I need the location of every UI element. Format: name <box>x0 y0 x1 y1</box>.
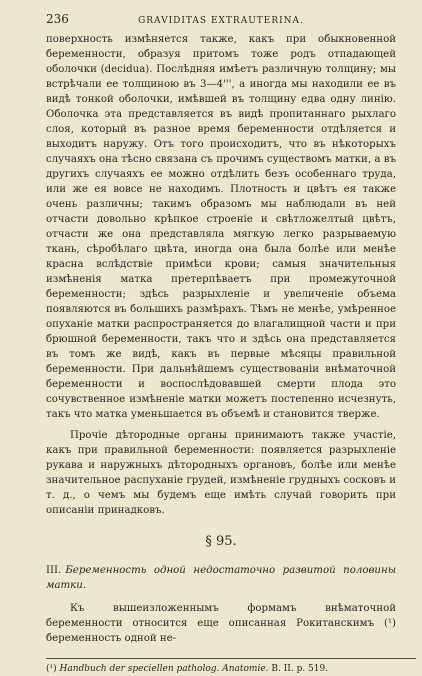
footnote-title: Handbuch der speciellen patholog. Anatomie. <box>59 664 269 674</box>
section-subheading <box>46 563 396 593</box>
closing-text <box>46 601 396 646</box>
paragraph: Прочіе дѣтородные органы принимаютъ также участіе, какъ при правильной беременности: появляется разрыхленіе рукава и наружныхъ дѣтородныхъ органовъ, болѣе или менѣе значительное распуханіе грудей, измѣненіе грудныхъ сосковъ и т. д., о чемъ мы будемъ еще имѣть случай говорить при описаніи принадковъ. <box>46 430 396 516</box>
paragraph: Къ вышеизложеннымъ формамъ внѣматочной беременности относится еще описанная Рокитанскимъ (¹) беременность одной не- <box>46 603 396 644</box>
page-header <box>46 12 396 26</box>
footnote <box>46 663 396 676</box>
paragraph: поверхность измѣняется также, какъ при обыкновенной беременности, образуя притомъ тоже родъ отпадающей оболочки (decidua). Послѣдняя имѣетъ различную толщину; мы встрѣчали ее толщиною въ 3—4''', а иногда мы находили ее въ видѣ тонкой оболочки, имѣвшей въ толщину едва одну линію. Оболочка эта представляется въ видѣ пропитаннаго рыхлаго слоя, который въ разное время беременности отдѣляется и выходитъ наружу. Отъ того происходитъ, что въ нѣкоторыхъ случаяхъ она тѣсно связана съ прочимъ существомъ матки, а въ другихъ случаяхъ ее можно отдѣлить безъ особеннаго труда, или же ея вовсе не находимъ. Плотность и цвѣтъ ея также очень различны; такимъ образомъ мы наблюдали въ ней отчасти довольно крѣпкое строеніе и свѣтложелтый цвѣтъ, отчасти же она представляла мягкую легко разрываемую ткань, сѣробѣлаго цвѣта, иногда она была болѣе или менѣе красна вслѣдствіе примѣси крови; самыя значительныя измѣненія матка претерпѣваетъ при промежуточной беременности; здѣсь разрыхленіе и увеличеніе объема появляются въ большихъ размѣрахъ. Тѣмъ не менѣе, умѣренное опуханіе матки распространяется до влагалищной части и при брюшной беременности, такъ что и здѣсь она представляется въ томъ же видѣ, какъ въ первые мѣсяцы правильной беременности. При дальнѣйшемъ существованіи внѣматочной беременности и воспослѣдовавшей смерти плода это сочувственное измѣненіе матки можетъ постепенно исчезнуть, такъ что матка уменьшается въ объемѣ и становится тверже. <box>46 34 396 420</box>
subheading-number: III. <box>46 565 62 576</box>
footnote-marker: (¹) <box>46 664 57 674</box>
page-number: 236 <box>46 12 69 26</box>
section-number: § 95. <box>205 534 237 549</box>
body-text <box>46 32 396 518</box>
running-head: GRAVIDITAS EXTRAUTERINA. <box>138 16 304 26</box>
subheading-text: Беременность одной недостаточно развитой половины матки. <box>46 565 396 591</box>
footnote-divider <box>46 658 416 659</box>
footnote-reference: B. II. p. 519. <box>271 664 329 674</box>
